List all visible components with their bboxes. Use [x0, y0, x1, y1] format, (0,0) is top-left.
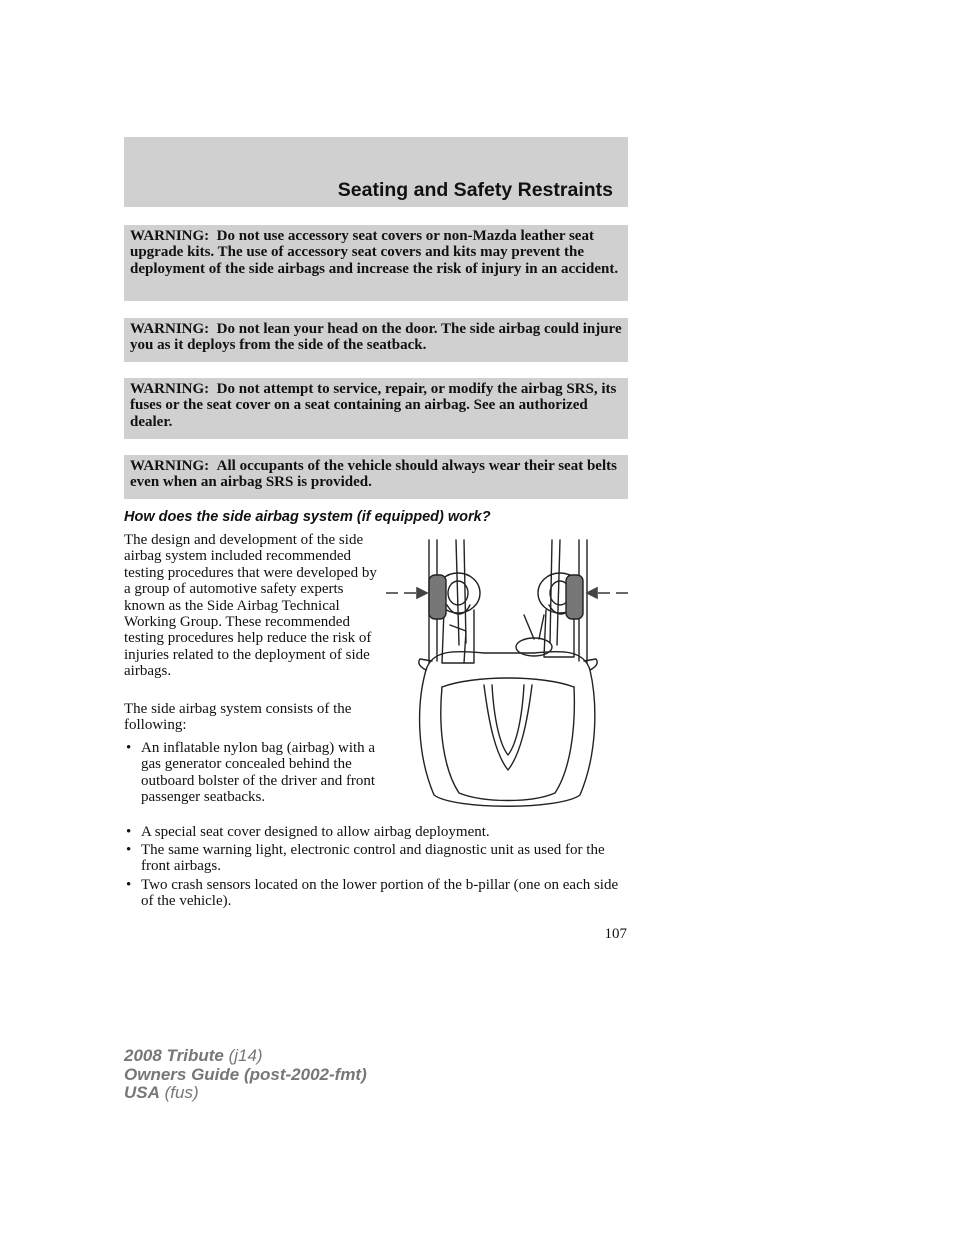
right-airbag-icon [566, 575, 583, 619]
intro-paragraph: The design and development of the side airbag system included recommended testing procedures that were developed by a group of automotive safety experts known as the Side Airbag Technical Working Group. These recommended testing procedures help reduce the risk of injuries related to the deployment of side airbags. [124, 532, 377, 680]
warning-label: WARNING: [130, 321, 210, 337]
footer-model: 2008 Tribute [124, 1046, 224, 1065]
warning-text: Do not lean your head on the door. The side airbag could injure you as it deploys from the side of the seatback. [130, 321, 622, 354]
section-heading: How does the side airbag system (if equipped) work? [124, 509, 491, 525]
section-title: Seating and Safety Restraints [337, 179, 613, 201]
warning-text: All occupants of the vehicle should always wear their seat belts even when an airbag SRS is provided. [130, 458, 617, 491]
list-item: • Two crash sensors located on the lower portion of the b-pillar (one on each side of the vehicle). [124, 877, 631, 910]
list-item: • An inflatable nylon bag (airbag) with a gas generator concealed behind the outboard bolster of the driver and front passenger seatbacks. [124, 740, 386, 806]
footer-region-code: (fus) [164, 1083, 199, 1102]
side-airbag-illustration [384, 535, 630, 815]
components-intro: The side airbag system consists of the following: [124, 701, 352, 734]
footer-region: USA [124, 1083, 160, 1102]
list-item: • A special seat cover designed to allow airbag deployment. [124, 824, 631, 840]
warning-label: WARNING: [130, 381, 210, 397]
warning-label: WARNING: [130, 228, 210, 244]
right-impact-arrow-icon [587, 588, 597, 598]
section-header-bar [124, 137, 628, 207]
page-number: 107 [604, 926, 627, 942]
left-impact-arrow-icon [417, 588, 427, 598]
footer-guide: Owners Guide (post-2002-fmt) [124, 1064, 367, 1084]
warning-label: WARNING: [130, 458, 210, 474]
list-item: • The same warning light, electronic control and diagnostic unit as used for the front airbags. [124, 842, 631, 875]
warning-text: Do not use accessory seat covers or non-Mazda leather seat upgrade kits. The use of accessory seat covers and kits may prevent the deployment of the side airbags and increase the risk of injury in an accident. [130, 228, 619, 277]
footer-model-code: (j14) [228, 1046, 263, 1065]
warning-box-lean-head [124, 318, 628, 362]
warning-box-seat-belts [124, 455, 628, 499]
document-footer [124, 1047, 367, 1103]
warning-box-service [124, 378, 628, 439]
warning-text: Do not attempt to service, repair, or modify the airbag SRS, its fuses or the seat cover on a seat containing an airbag. See an authorized dealer. [130, 381, 617, 430]
left-airbag-icon [429, 575, 446, 619]
warning-box-seat-covers [124, 225, 628, 301]
